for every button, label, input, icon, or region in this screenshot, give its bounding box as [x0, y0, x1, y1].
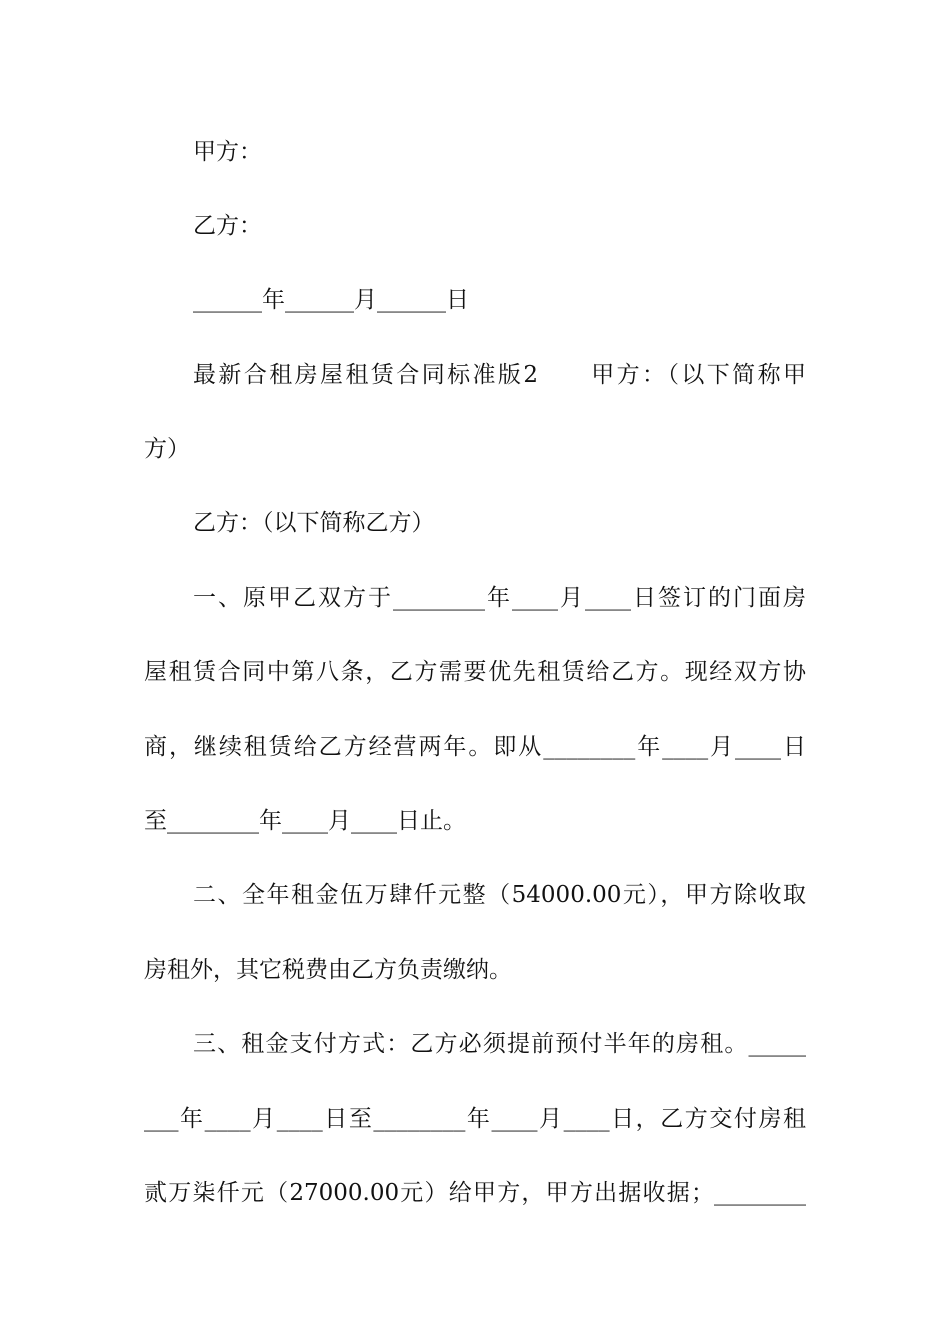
clause-1-line-1: 一、原甲乙双方于________年____月____日签订的门面房 [193, 585, 806, 611]
clause-1-line-3: 商，继续租赁给乙方经营两年。即从________年____月____日 [144, 734, 806, 760]
clause-2-line-2: 房租外，其它税费由乙方负责缴纳。 [144, 957, 512, 983]
paragraph-line: 方） [144, 436, 190, 462]
party-a-label: 甲方： [193, 139, 262, 165]
date-line: ______年______月______日 [193, 287, 469, 313]
clause-3-line-3: 贰万柒仟元（27000.00元）给甲方，甲方出据收据；________ [144, 1180, 806, 1206]
party-b-line: 乙方：（以下简称乙方） [193, 510, 435, 536]
party-b-label: 乙方： [193, 213, 262, 239]
clause-3-line-2: ___年____月____日至________年____月____日，乙方交付房租 [144, 1106, 806, 1132]
clause-2-line-1: 二、全年租金伍万肆仟元整（54000.00元），甲方除收取 [193, 882, 806, 908]
contract-title-line: 最新合租房屋租赁合同标准版2 甲方：（以下简称甲 [193, 362, 806, 388]
clause-1-line-4: 至________年____月____日止。 [144, 808, 466, 834]
clause-1-line-2: 屋租赁合同中第八条，乙方需要优先租赁给乙方。现经双方协 [144, 659, 806, 685]
clause-3-line-1: 三、租金支付方式：乙方必须提前预付半年的房租。_____ [193, 1031, 806, 1057]
